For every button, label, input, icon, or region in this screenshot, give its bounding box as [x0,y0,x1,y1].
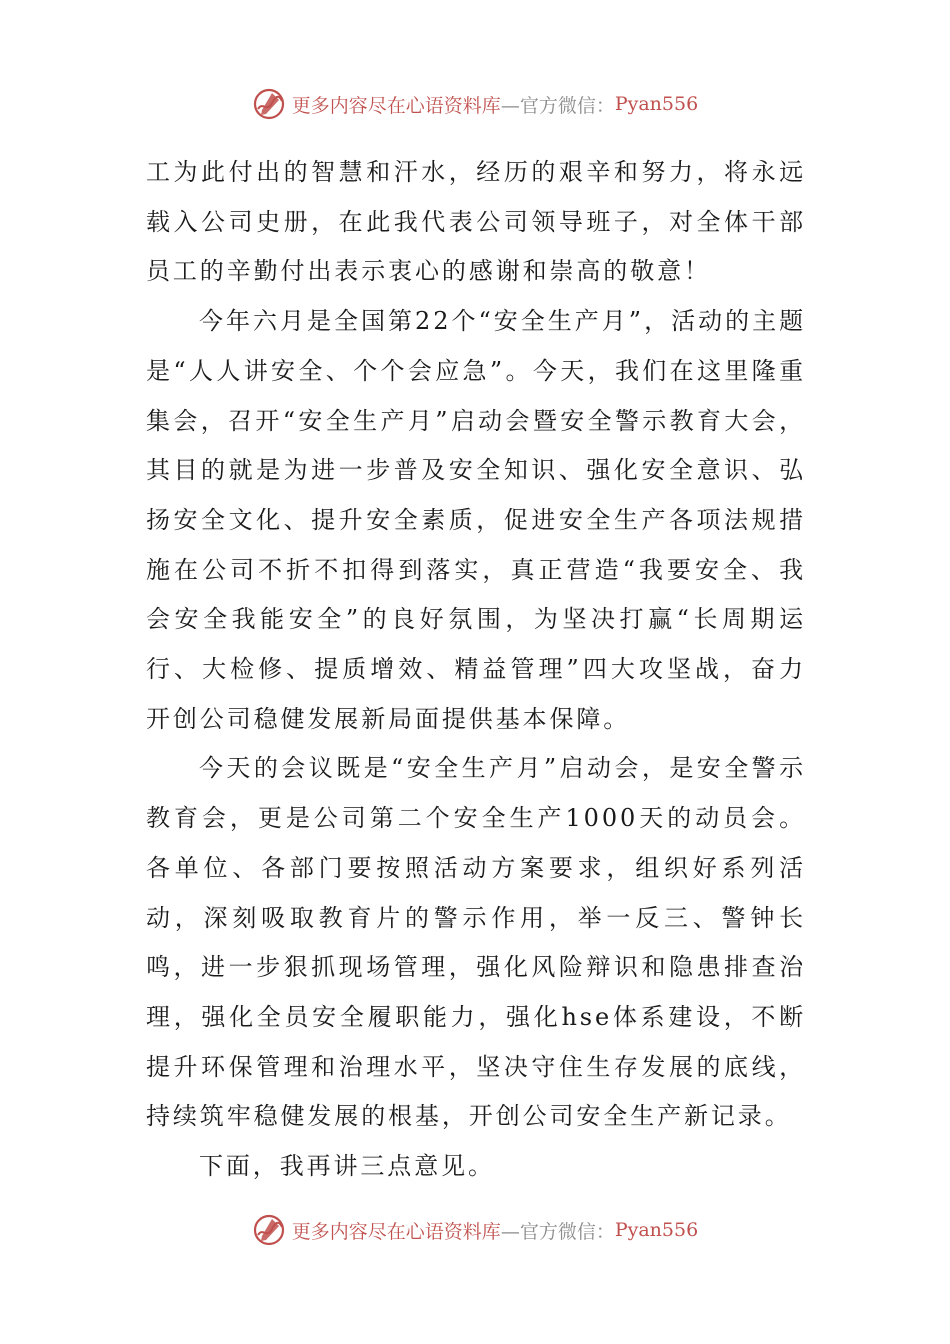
watermark-separator: —官方微信： [500,1220,615,1243]
paragraph-three-points: 下面，我再讲三点意见。 [199,1152,495,1181]
header-watermark [0,84,950,124]
watermark-wechat-id: Pyan556 [614,93,699,115]
watermark-separator: —官方微信： [500,94,615,117]
paragraph-safety-month: 今年六月是全国第22个“安全生产月”，活动的主题是“人人讲安全、个个会应急”。今天，我们在这里隆重集会，召开“安全生产月”启动会暨安全警示教育大会，其目的就是为进一步普及安全知识、强化安全意识、弘扬安全文化、提升安全素质，促进安全生产各项法规措施在公司不折不扣得到落实，真正营造“我要安全、我会安全我能安全”的良好氛围，为坚决打赢“长周期运行、大检修、提质增效、精益管理”四大攻坚战，奋力开创公司稳健发展新局面提供基本保障。 [146,307,806,733]
watermark-text: 更多内容尽在心语资料库 [291,1220,501,1243]
pen-signature-logo-icon [252,87,286,121]
watermark-text: 更多内容尽在心语资料库 [291,94,501,117]
pen-signature-logo-icon [252,1213,286,1247]
paragraph-meeting: 今天的会议既是“安全生产月”启动会，是安全警示教育会，更是公司第二个安全生产1000天的动员会。各单位、各部门要按照活动方案要求，组织好系列活动，深刻吸取教育片的警示作用，举一反三、警钟长鸣，进一步狠抓现场管理，强化风险辩识和隐患排查治理，强化全员安全履职能力，强化hse体系建设，不断提升环保管理和治理水平，坚决守住生存发展的底线，持续筑牢稳健发展的根基，开创公司安全生产新记录。 [146,754,806,1131]
paragraph-continued: 工为此付出的智慧和汗水，经历的艰辛和努力，将永远载入公司史册，在此我代表公司领导班子，对全体干部员工的辛勤付出表示衷心的感谢和崇高的敬意！ [146,158,806,286]
watermark-wechat-id: Pyan556 [614,1219,699,1241]
footer-watermark [0,1210,950,1250]
document-body [146,148,806,1192]
